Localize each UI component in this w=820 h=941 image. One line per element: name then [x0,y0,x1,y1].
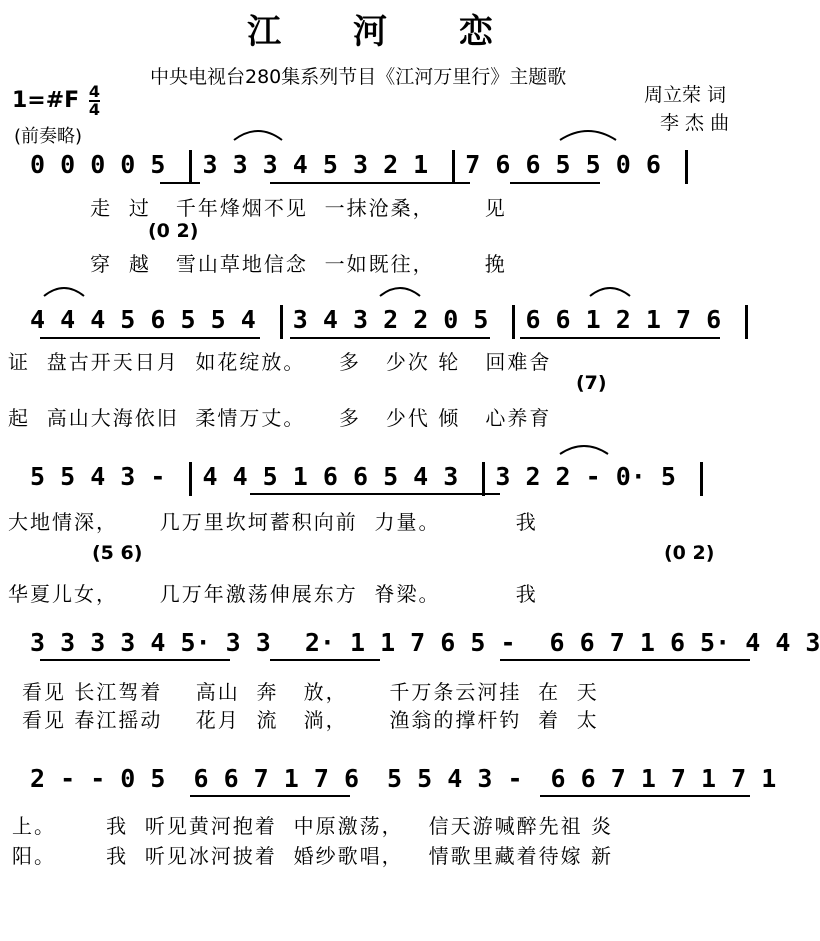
barline [512,305,515,339]
measure: 4 4 4 5 6 5 5 4 [30,305,256,334]
measure: 4 4 5 1 6 6 5 4 3 [202,462,459,491]
key-label: 1= [12,88,46,113]
measure: 3 4 3 2 2 0 5 [292,305,489,334]
slur-mark [380,288,420,296]
measure: 5 5 4 3 - [387,764,523,793]
barline [700,462,703,496]
measure: 7 6 6 5 5 0 6 [465,150,661,179]
lyric-line: 证 盘古开天日月 如花绽放。 多 少次 轮 回难舍 [8,350,552,374]
slur-mark [44,288,84,296]
measure: 6 6 7 1 6 5· 4 4 3 [549,628,820,657]
alt-notes-annotation: (0 2) [664,542,715,564]
lyric-line: 走 过 千年烽烟不见 一抹沧桑， 见 [40,196,507,220]
song-subtitle: 中央电视台280集系列节目《江河万里行》主题歌 [150,66,567,88]
alt-notes-annotation: (0 2) [148,220,199,242]
measure: 2 - - 0 5 [30,764,166,793]
key-signature [12,84,100,118]
barline [452,150,455,184]
lyric-line: 看见 长江驾着 高山 奔 放， 千万条云河挂 在 天 [22,680,599,704]
barline [482,462,485,496]
measure: 3 2 2 - 0· 5 [495,462,676,491]
intro-note: (前奏略) [14,126,83,147]
measure: 6 6 7 1 7 1 7 1 [550,764,777,793]
lyric-line: 看见 春江摇动 花月 流 淌， 渔翁的撑杆钓 着 太 [22,708,599,732]
lyric-line: 阳。 我 听见冰河披着 婚纱歌唱， 情歌里藏着待嫁 新 [12,844,614,868]
barline [189,150,192,184]
time-denominator: 4 [88,100,101,119]
measure: 3 3 3 4 5 3 2 1 [202,150,429,179]
measure: 6 6 1 2 1 7 6 [525,305,722,334]
measure: 2· 1 1 7 6 5 - [304,628,516,657]
measure: 5 5 4 3 - [30,462,166,491]
lyric-line: 华夏儿女， 几万年激荡伸展东方 脊梁。 我 [8,582,538,606]
barline [745,305,748,339]
lyricist-credit: 周立荣 词 [644,84,727,106]
key-note: #F [45,88,80,113]
slur-mark [560,446,608,454]
time-numerator: 4 [88,82,101,101]
measure: 0 0 0 0 5 [30,150,166,179]
barline [280,305,283,339]
slur-mark [234,131,282,140]
slur-mark [590,288,630,296]
measure: 6 6 7 1 7 6 [193,764,360,793]
barline [189,462,192,496]
slur-mark [560,131,616,140]
lyric-line: 起 高山大海依旧 柔情万丈。 多 少代 倾 心养育 [8,406,552,430]
time-signature [89,84,100,118]
lyric-line: 穿 越 雪山草地信念 一如既往， 挽 [40,252,507,276]
lyric-line: 大地情深， 几万里坎坷蓄积向前 力量。 我 [8,510,538,534]
alt-notes-annotation: (5 6) [92,542,143,564]
barline [685,150,688,184]
lyric-line: 上。 我 听见黄河抱着 中原激荡， 信天游喊醉先祖 炎 [12,814,614,838]
composer-credit: 李 杰 曲 [660,112,730,134]
song-title: 江 河 恋 [247,12,523,52]
measure: 3 3 3 3 4 5· 3 3 [30,628,271,657]
alt-notes-annotation: (7) [576,372,607,394]
